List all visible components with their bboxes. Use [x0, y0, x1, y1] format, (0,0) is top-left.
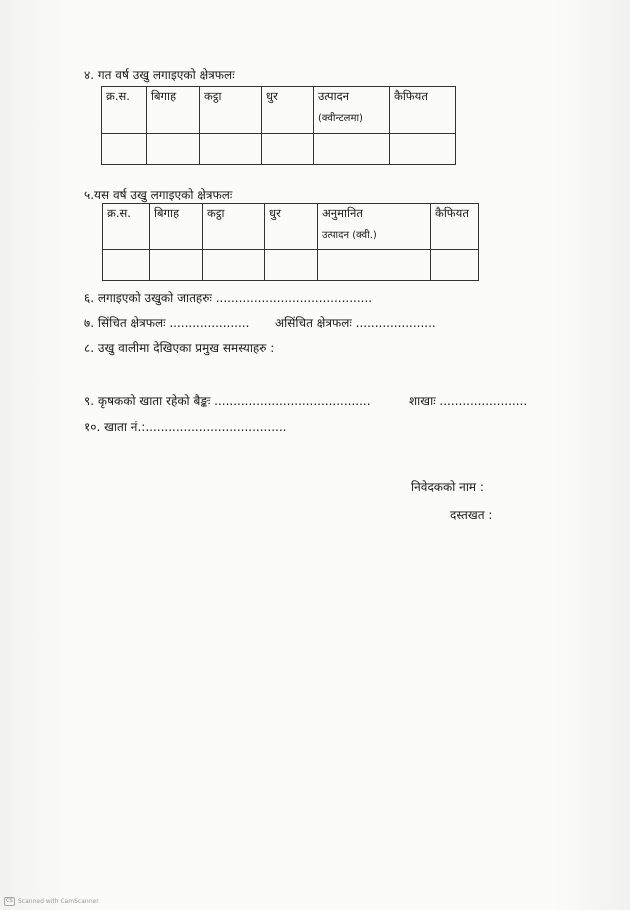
camscanner-icon: CS	[4, 897, 15, 906]
col-production	[314, 87, 390, 134]
cell-bigaha[interactable]	[150, 250, 203, 281]
col-bigaha: बिगाह	[150, 204, 203, 250]
last-year-area-table	[101, 86, 456, 165]
scanner-text: Scanned with CamScanner	[18, 898, 99, 905]
signature-label[interactable]: दस्तखत :	[450, 508, 493, 522]
cell-serial[interactable]	[103, 250, 150, 281]
section-5-heading: ५.यस वर्ष उखु लगाइएको क्षेत्रफलः	[84, 188, 233, 202]
applicant-name-label[interactable]: निवेदकको नाम :	[411, 480, 484, 494]
cell-kattha[interactable]	[203, 250, 265, 281]
table-header-row	[103, 204, 479, 250]
estimated-label: अनुमानित	[322, 206, 363, 220]
problems-field[interactable]: ८. उखु वालीमा देखिएका प्रमुख समस्याहरु :	[84, 341, 275, 355]
col-remarks: कैफियत	[390, 87, 456, 134]
col-remarks: कैफियत	[431, 204, 479, 250]
cell-remarks[interactable]	[431, 250, 479, 281]
table-header-row	[102, 87, 456, 134]
col-serial: क्र.स.	[103, 204, 150, 250]
cell-remarks[interactable]	[390, 134, 456, 165]
production-unit-line	[322, 227, 426, 241]
col-bigaha: बिगाह	[147, 87, 200, 134]
cell-production[interactable]	[314, 134, 390, 165]
cell-dhur[interactable]	[262, 134, 314, 165]
table-row	[103, 250, 479, 281]
unirrigated-area-field[interactable]: असिंचित क्षेत्रफलः .....................	[275, 316, 436, 330]
cell-bigaha[interactable]	[147, 134, 200, 165]
bank-field[interactable]: ९. कृषकको खाता रहेको बैङ्कः .........................................	[84, 394, 371, 408]
table-row	[102, 134, 456, 165]
col-estimated-production	[318, 204, 431, 250]
production-unit: (क्वीन्टलमा)	[318, 113, 363, 124]
cell-kattha[interactable]	[200, 134, 262, 165]
production-label: उत्पादन	[322, 230, 350, 241]
production-label: उत्पादन	[318, 89, 350, 103]
production-unit: (क्वी.)	[352, 230, 377, 241]
col-dhur: धुर	[262, 87, 314, 134]
scanner-watermark	[4, 897, 99, 906]
col-kattha: कट्ठा	[200, 87, 262, 134]
irrigated-area-field[interactable]: ७. सिंचित क्षेत्रफलः .....................	[84, 316, 250, 330]
cell-dhur[interactable]	[265, 250, 318, 281]
col-dhur: धुर	[265, 204, 318, 250]
col-serial: क्र.स.	[102, 87, 147, 134]
varieties-field[interactable]: ६. लगाइएको उखुको जातहरुः .........................................	[84, 291, 373, 305]
cell-serial[interactable]	[102, 134, 147, 165]
col-kattha: कट्ठा	[203, 204, 265, 250]
branch-field[interactable]: शाखाः .......................	[409, 394, 528, 408]
section-4-heading: ४. गत वर्ष उखु लगाइएको क्षेत्रफलः	[84, 68, 235, 82]
account-number-field[interactable]: १०. खाता नं.:.....................................	[84, 420, 287, 434]
this-year-area-table	[102, 203, 479, 281]
cell-production[interactable]	[318, 250, 431, 281]
